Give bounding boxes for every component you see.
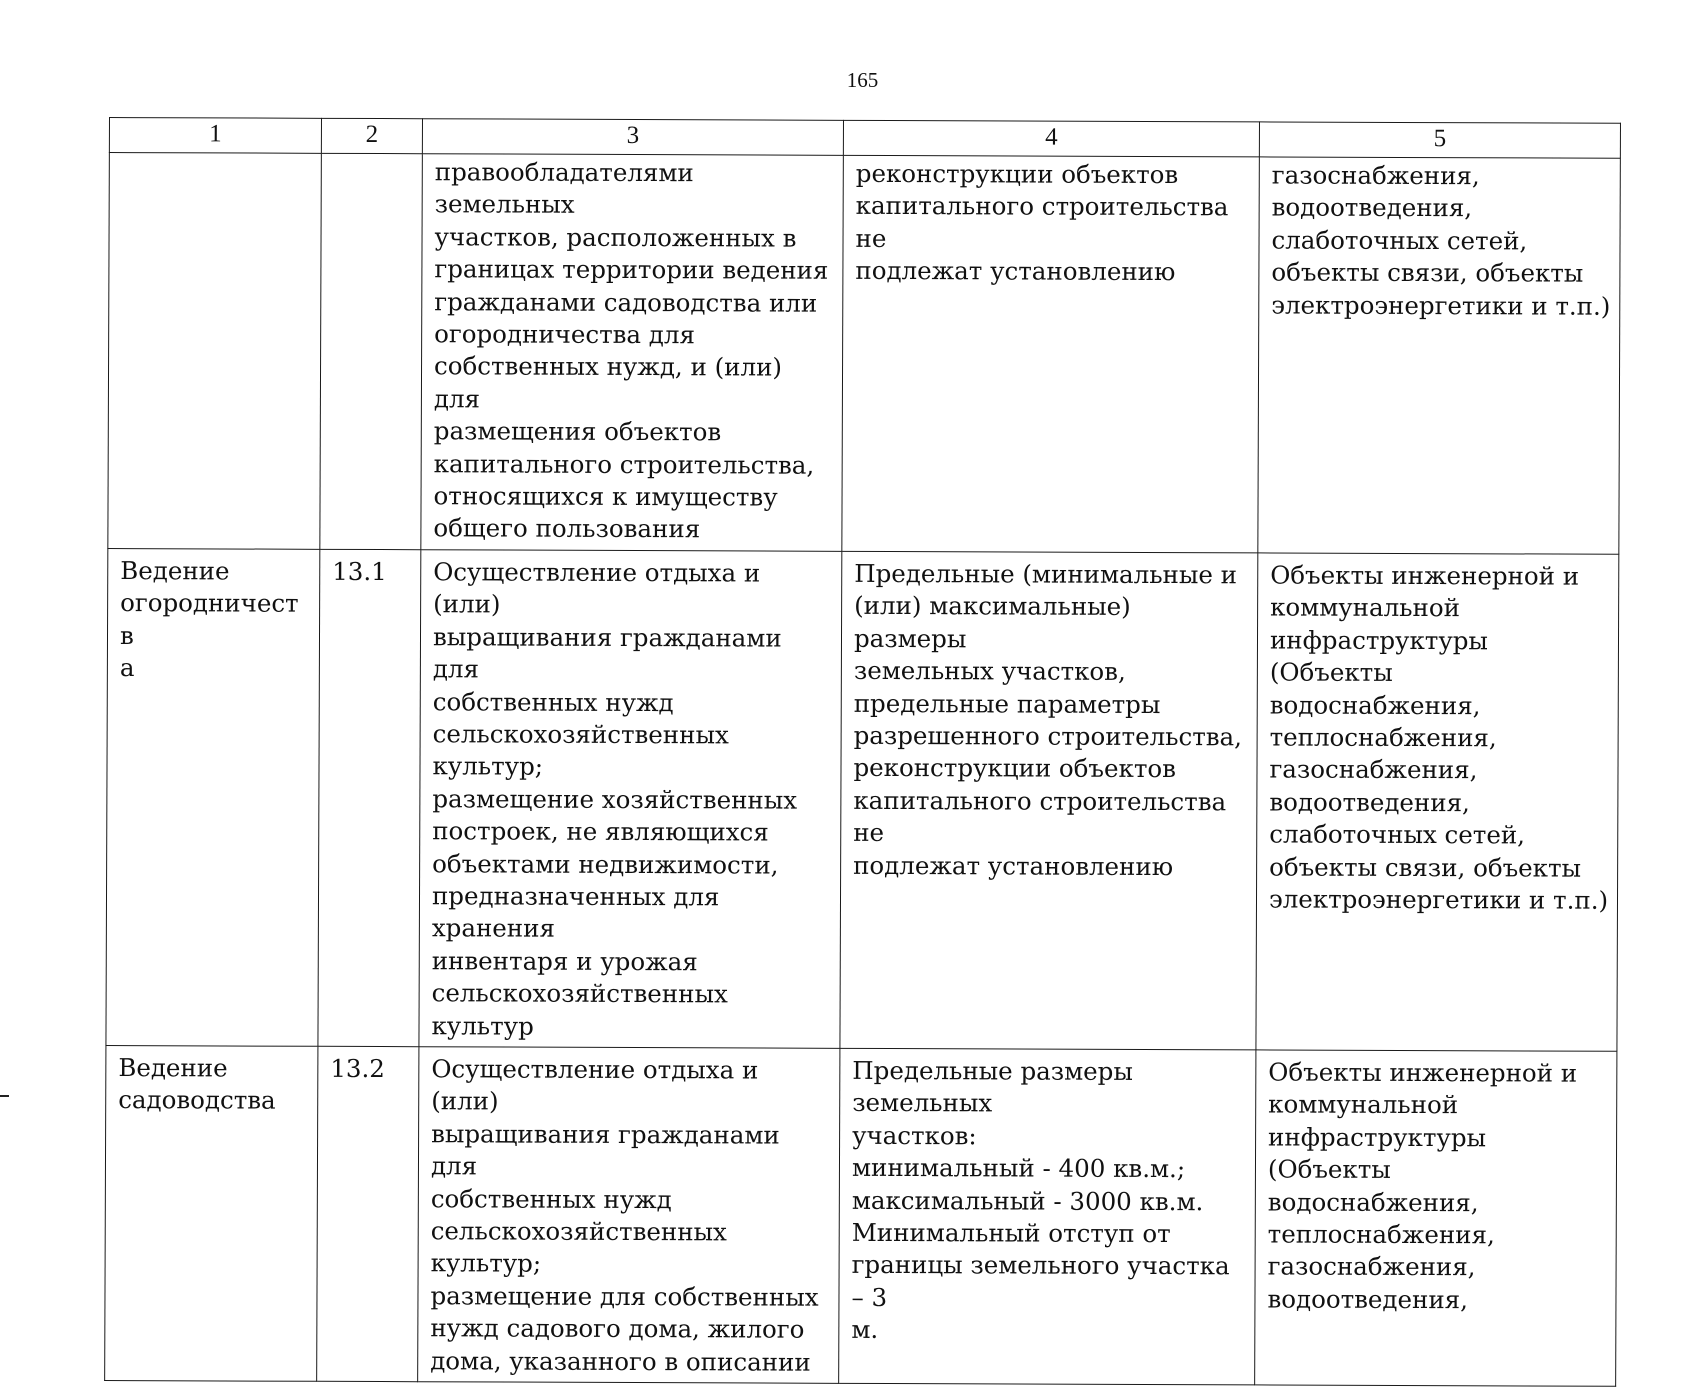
cell-use-code <box>320 153 423 549</box>
cell-use-description: Осуществление отдыха и (или) выращивания гражданами для собственных нужд сельскохозяйственных культур; размещение для собственных нужд садового дома, жилого дома, указанного в описании <box>418 1047 840 1384</box>
cell-use-name: Ведение огородничеств а <box>106 548 320 1046</box>
scan-edge-mark <box>0 1095 9 1097</box>
cell-use-code: 13.1 <box>318 549 421 1046</box>
cell-limit-parameters: реконструкции объектов капитального строительства не подлежат установлению <box>842 155 1260 552</box>
table-row <box>108 153 1621 555</box>
cell-infrastructure: Объекты инженерной и коммунальной инфраструктуры (Объекты водоснабжения, теплоснабжения, газоснабжения, водоотведения, <box>1255 1050 1617 1386</box>
cell-use-description: Осуществление отдыха и (или) выращивания гражданами для собственных нужд сельскохозяйственных культур; размещение хозяйственных построек, не являющихся объектами недвижимости, предназначенных для хранения инвентаря и урожая сельскохозяйственных культур <box>419 550 842 1049</box>
column-header-2: 2 <box>321 118 422 153</box>
cell-use-description: правообладателями земельных участков, расположенных в границах территории ведения гражданами садоводства или огородничества для собственных нужд, и (или) для размещения объектов капитального строительства, относящихся к имуществу общего пользования <box>421 154 844 551</box>
cell-limit-parameters: Предельные размеры земельных участков: минимальный - 400 кв.м.; максимальный - 3000 кв.м. Минимальный отступ от границы земельного участка – 3 м. <box>839 1048 1256 1385</box>
column-header-3: 3 <box>422 119 843 156</box>
table-row <box>106 548 1619 1051</box>
cell-use-name <box>108 153 322 550</box>
cell-infrastructure: газоснабжения, водоотведения, слаботочных сетей, объекты связи, объекты электроэнергетики и т.п.) <box>1258 157 1621 554</box>
column-header-4: 4 <box>843 120 1259 157</box>
table-header-row <box>109 118 1620 159</box>
table-row <box>105 1045 1617 1386</box>
column-header-1: 1 <box>109 118 321 154</box>
zoning-table <box>104 117 1621 1387</box>
cell-infrastructure: Объекты инженерной и коммунальной инфраструктуры (Объекты водоснабжения, теплоснабжения, газоснабжения, водоотведения, слаботочных сетей, объекты связи, объекты электроэнергетики и т.п.) <box>1256 553 1619 1051</box>
cell-use-code: 13.2 <box>317 1046 419 1381</box>
page-number: 165 <box>846 68 879 92</box>
cell-use-name: Ведение садоводства <box>105 1045 318 1381</box>
column-header-5: 5 <box>1259 122 1620 158</box>
cell-limit-parameters: Предельные (минимальные и (или) максимальные) размеры земельных участков, предельные параметры разрешенного строительства, реконструкции объектов капитального строительства не подлежат установлению <box>840 551 1258 1050</box>
